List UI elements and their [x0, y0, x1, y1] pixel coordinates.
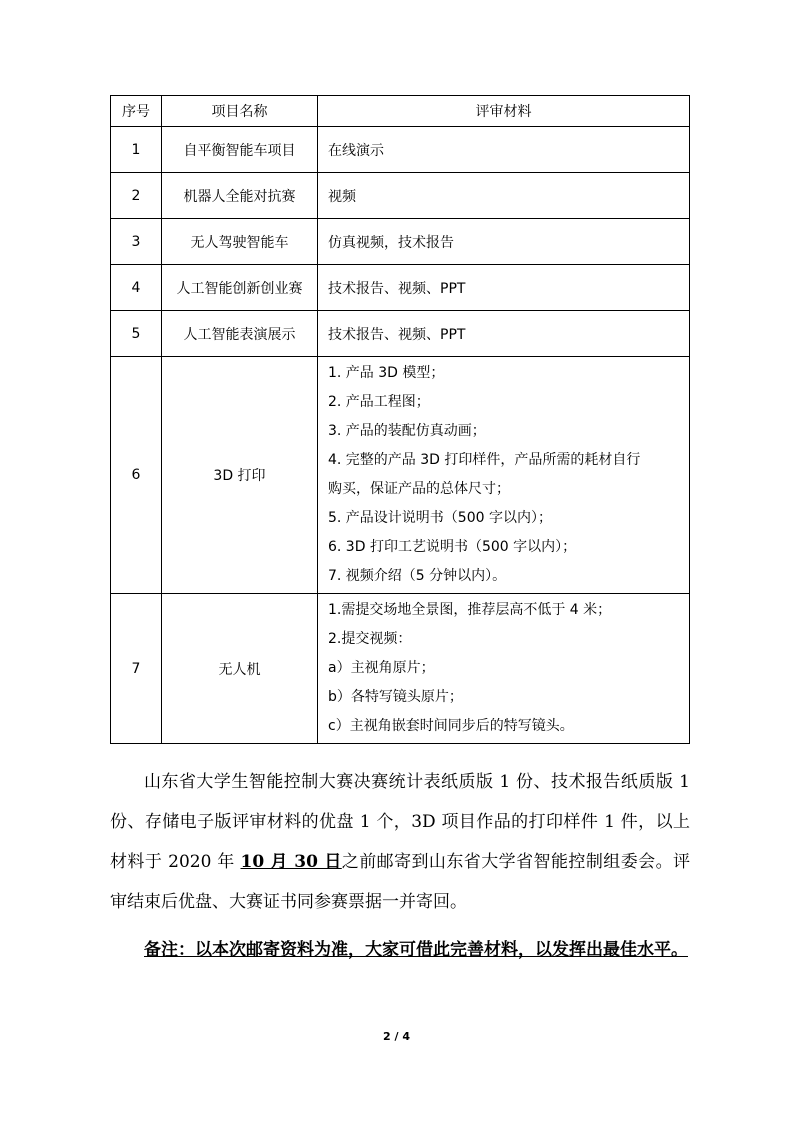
row-materials: 技术报告、视频、PPT	[318, 265, 690, 311]
table-row	[111, 594, 690, 744]
row-materials: 仿真视频，技术报告	[318, 219, 690, 265]
row-materials	[318, 594, 690, 744]
material-item: 4. 完整的产品 3D 打印样件，产品所需的耗材自行	[328, 452, 641, 468]
material-item: c）主视角嵌套时间同步后的特写镜头。	[328, 718, 574, 734]
table-row	[111, 219, 690, 265]
table-row	[111, 127, 690, 173]
row-number: 6	[111, 357, 162, 594]
note-paragraph: 备注：以本次邮寄资料为准，大家可借此完善材料，以发挥出最佳水平。	[144, 940, 688, 960]
row-number: 3	[111, 219, 162, 265]
row-materials: 视频	[318, 173, 690, 219]
material-item: b）各特写镜头原片；	[328, 689, 463, 705]
material-item: 2.提交视频：	[328, 631, 412, 647]
row-project-name: 人工智能表演展示	[162, 311, 318, 357]
row-project-name: 无人驾驶智能车	[162, 219, 318, 265]
material-item: 7. 视频介绍（5 分钟以内）。	[328, 568, 507, 584]
paragraph-text-part2: 之前邮寄到山东省大学省智能控制组委会。评审结束后优盘、大赛证书同参赛票据一并寄回。	[110, 852, 691, 912]
row-number: 2	[111, 173, 162, 219]
header-review-materials: 评审材料	[318, 96, 690, 127]
row-number: 4	[111, 265, 162, 311]
table-row	[111, 173, 690, 219]
row-materials	[318, 357, 690, 594]
mailing-instructions-paragraph	[110, 762, 690, 922]
material-item: a）主视角原片；	[328, 660, 435, 676]
paragraph-text-part1: 山东省大学生智能控制大赛决赛统计表纸质版 1 份、技术报告纸质版 1 份、存储电子版评审材料的优盘 1 个，3D 项目作品的打印样件 1 件，以上材料于 2020 年	[110, 772, 690, 872]
review-materials-table	[110, 95, 690, 744]
table-row	[111, 357, 690, 594]
header-number: 序号	[111, 96, 162, 127]
table-row	[111, 265, 690, 311]
header-project-name: 项目名称	[162, 96, 318, 127]
row-number: 7	[111, 594, 162, 744]
material-item: 5. 产品设计说明书（500 字以内）；	[328, 510, 552, 526]
deadline-date: 10 月 30 日	[240, 852, 342, 872]
row-materials: 技术报告、视频、PPT	[318, 311, 690, 357]
material-item: 1. 产品 3D 模型；	[328, 365, 445, 381]
page-number: 2 / 4	[383, 1030, 410, 1043]
material-item: 6. 3D 打印工艺说明书（500 字以内）；	[328, 539, 577, 555]
table-row	[111, 311, 690, 357]
material-item: 2. 产品工程图；	[328, 394, 430, 410]
row-materials: 在线演示	[318, 127, 690, 173]
material-item: 1.需提交场地全景图，推荐层高不低于 4 米；	[328, 602, 612, 618]
row-project-name: 无人机	[162, 594, 318, 744]
material-item: 3. 产品的装配仿真动画；	[328, 423, 486, 439]
row-project-name: 3D 打印	[162, 357, 318, 594]
row-project-name: 自平衡智能车项目	[162, 127, 318, 173]
row-project-name: 人工智能创新创业赛	[162, 265, 318, 311]
table-header-row	[111, 96, 690, 127]
row-number: 5	[111, 311, 162, 357]
row-number: 1	[111, 127, 162, 173]
row-project-name: 机器人全能对抗赛	[162, 173, 318, 219]
material-item: 购买，保证产品的总体尺寸；	[328, 481, 510, 497]
